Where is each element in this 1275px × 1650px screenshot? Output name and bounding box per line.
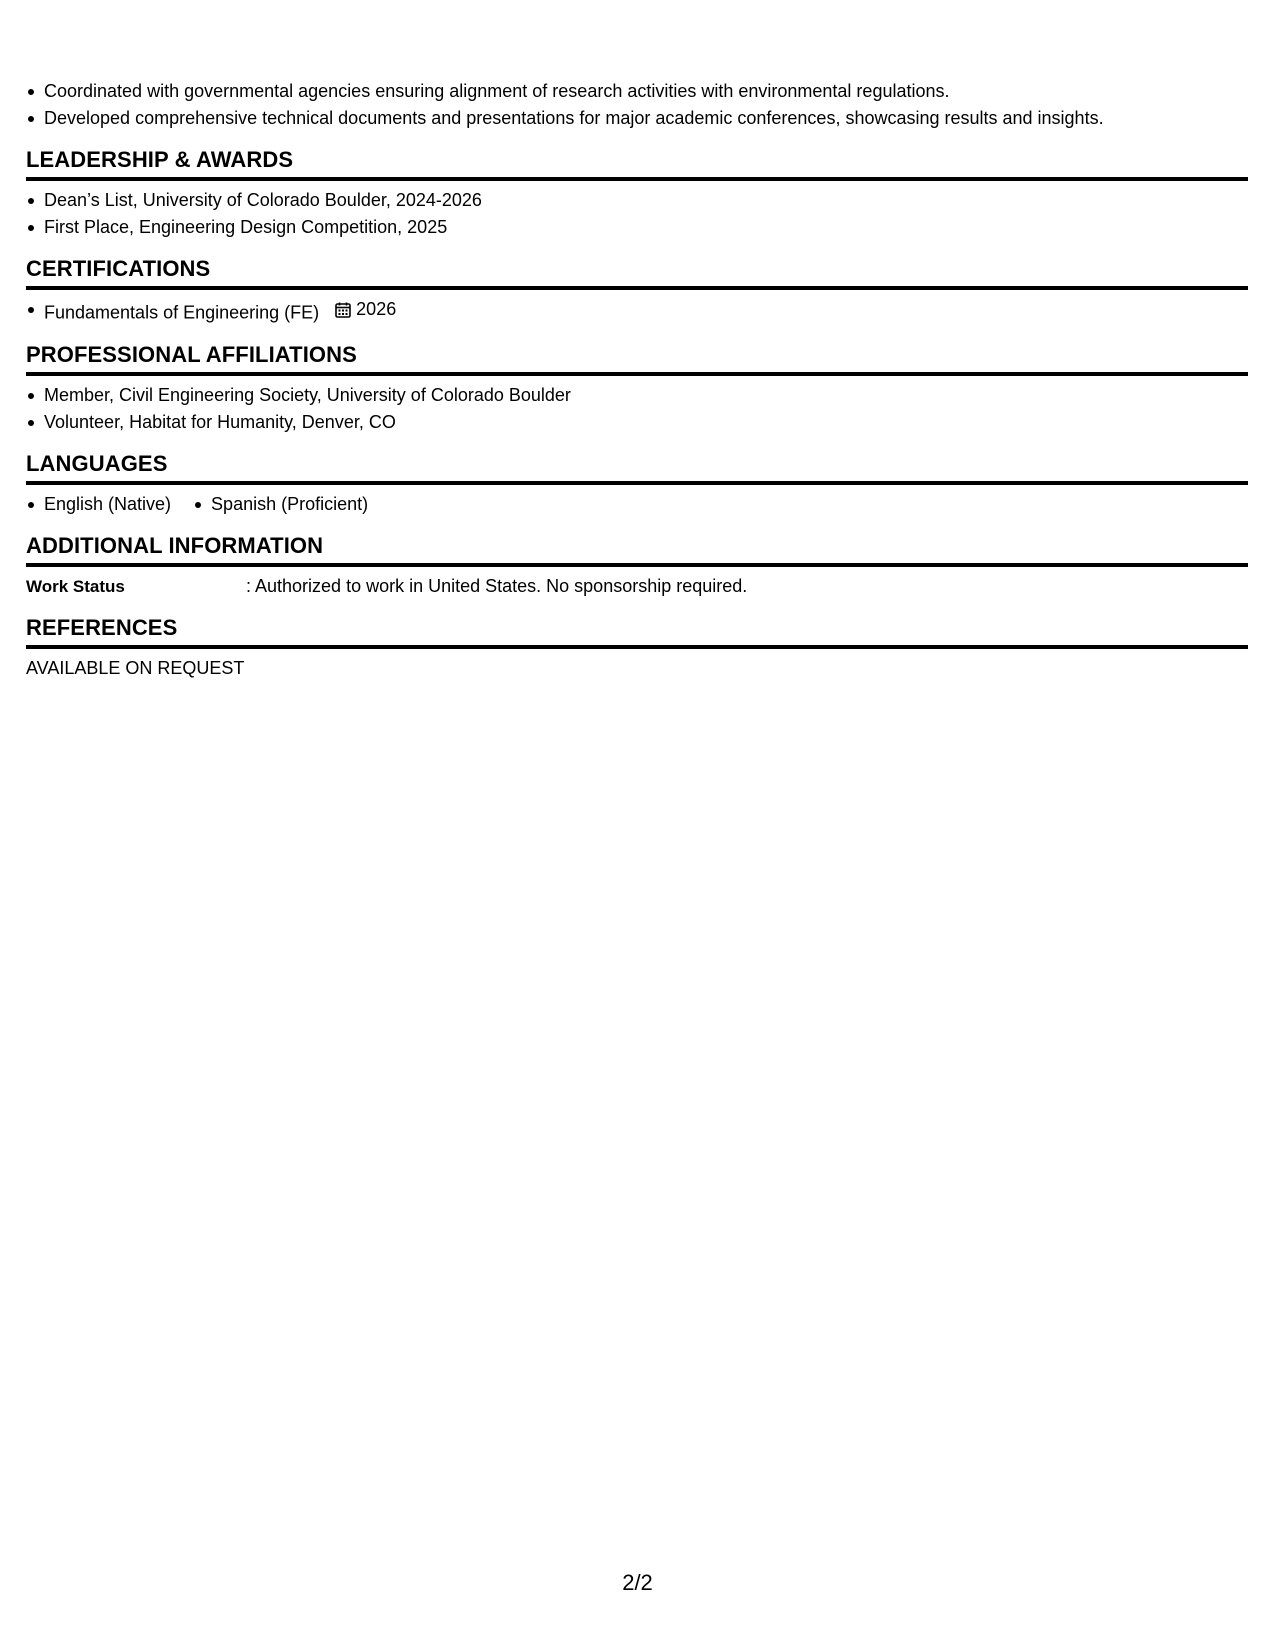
work-status-label: Work Status <box>26 576 125 596</box>
certifications-list <box>26 296 1248 327</box>
list-item: Dean’s List, University of Colorado Boulder, 2024-2026 <box>26 187 1248 214</box>
list-item: Spanish (Proficient) <box>193 491 368 518</box>
references-text: AVAILABLE ON REQUEST <box>26 657 245 678</box>
section-title-affiliations: PROFESSIONAL AFFILIATIONS <box>26 341 1248 376</box>
list-item <box>26 296 1248 327</box>
list-item: Member, Civil Engineering Society, University of Colorado Boulder <box>26 382 1248 409</box>
languages-section <box>26 450 1248 518</box>
languages-list <box>26 491 1248 518</box>
resume-page <box>26 78 1248 682</box>
certifications-section <box>26 255 1248 327</box>
section-title-leadership: LEADERSHIP & AWARDS <box>26 146 1248 181</box>
certification-name: Fundamentals of Engineering (FE) <box>44 302 320 323</box>
work-status-value: : Authorized to work in United States. No sponsorship required. <box>246 575 748 596</box>
references-section <box>26 614 1248 682</box>
section-title-references: REFERENCES <box>26 614 1248 649</box>
work-status-row <box>26 573 1248 600</box>
page-number: 2/2 <box>622 1570 653 1595</box>
list-item: Coordinated with governmental agencies ensuring alignment of research activities with environmental regulations. <box>26 78 1248 105</box>
affiliations-list <box>26 382 1248 436</box>
leadership-section <box>26 146 1248 241</box>
list-item: Developed comprehensive technical documents and presentations for major academic conferences, showcasing results and insights. <box>26 105 1248 132</box>
experience-bullets <box>26 78 1248 132</box>
list-item: English (Native) <box>26 491 171 518</box>
certification-year: 2026 <box>356 299 397 319</box>
list-item: Volunteer, Habitat for Humanity, Denver, CO <box>26 409 1248 436</box>
certification-date <box>334 296 396 323</box>
leadership-list <box>26 187 1248 241</box>
section-title-languages: LANGUAGES <box>26 450 1248 485</box>
list-item: First Place, Engineering Design Competition, 2025 <box>26 214 1248 241</box>
additional-info-section <box>26 532 1248 600</box>
calendar-icon <box>334 301 352 319</box>
affiliations-section <box>26 341 1248 436</box>
section-title-certifications: CERTIFICATIONS <box>26 255 1248 290</box>
section-title-additional-info: ADDITIONAL INFORMATION <box>26 532 1248 567</box>
